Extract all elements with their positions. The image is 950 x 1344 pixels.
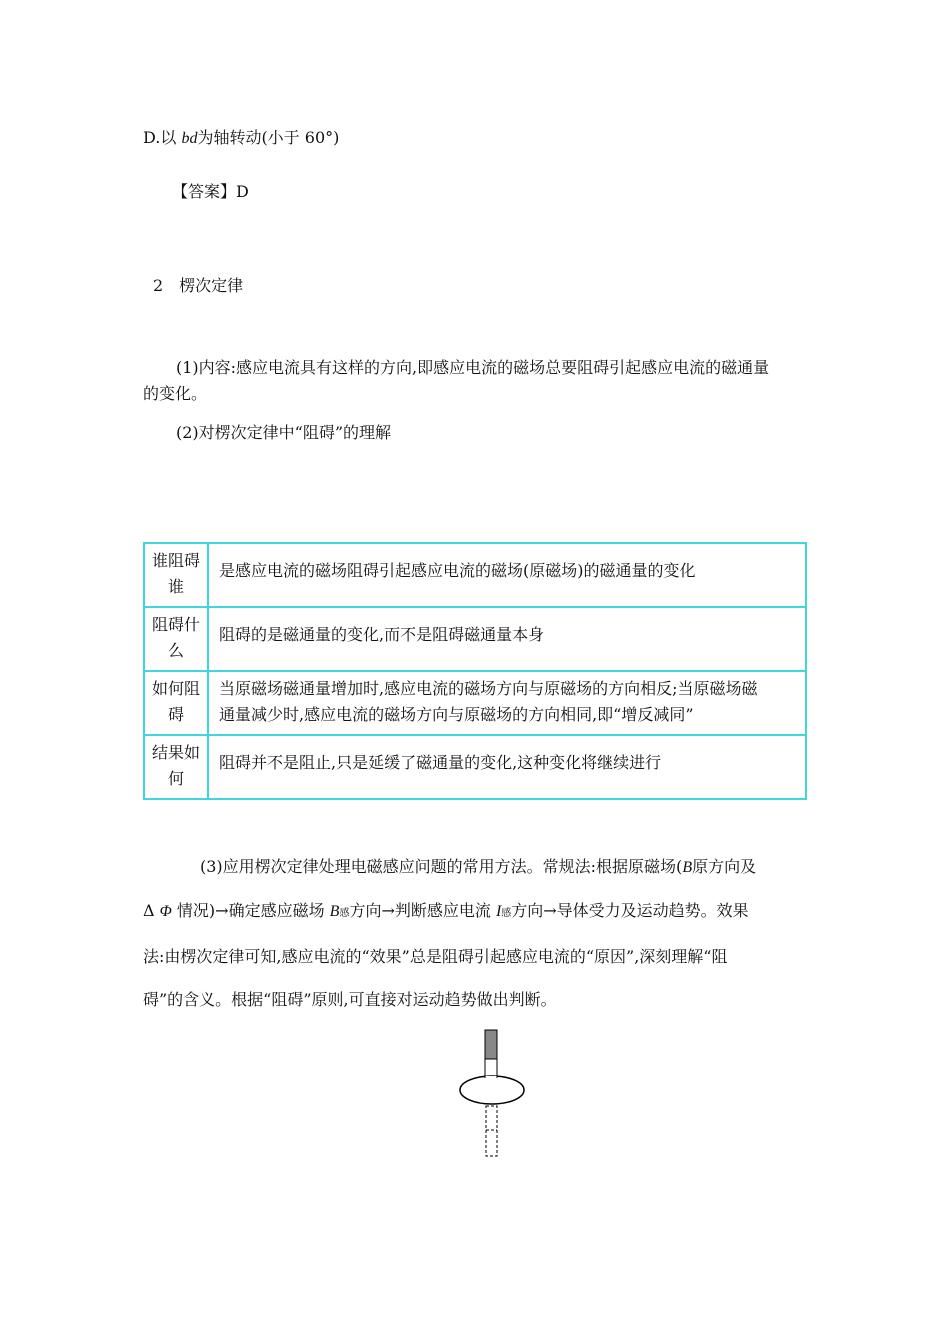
table-key-cell: 如何阻 碍 — [144, 671, 208, 735]
magnet-ring-figure — [450, 1026, 540, 1161]
item3-paragraph: (3)应用楞次定律处理电磁感应问题的常用方法。常规法:根据原磁场(B原方向及 Δ Φ 情况)→确定感应磁场 B感方向→判断感应电流 I感方向→导体受力及运动趋势。效果 法:由楞次定律可知,感应电流的“效果”总是阻碍引起感应电流的“原因”,深刻理解“阻 碍”的含义。根据“阻碍”原则,可直接对运动趋势做出判断。 — [143, 857, 757, 1009]
magnet-dashed-position — [486, 1106, 497, 1156]
table-value-cell: 阻碍并不是阻止,只是延缓了磁通量的变化,这种变化将继续进行 — [208, 735, 806, 799]
option-d-prefix: D.以 — [143, 128, 182, 147]
table-key-cell: 谁阻碍 谁 — [144, 543, 208, 607]
item1-line2: 的变化。 — [143, 384, 208, 403]
section-heading: 2 楞次定律 — [153, 276, 244, 295]
option-d-variable: bd — [181, 130, 198, 147]
magnet-n-pole — [485, 1030, 497, 1059]
table-row — [144, 735, 806, 799]
magnet-inside-ring — [485, 1076, 497, 1081]
answer: 【答案】D — [172, 182, 249, 201]
option-d-suffix: 为轴转动(小于 60°) — [197, 128, 340, 147]
hindrance-table — [143, 542, 807, 800]
table-value-cell: 阻碍的是磁通量的变化,而不是阻碍磁通量本身 — [208, 607, 806, 671]
item2: (2)对楞次定律中“阻碍”的理解 — [176, 423, 392, 442]
table-value-cell: 当原磁场磁通量增加时,感应电流的磁场方向与原磁场的方向相反;当原磁场磁 通量减少时,感应电流的磁场方向与原磁场的方向相同,即“增反减同” — [208, 671, 806, 735]
table-key-cell: 结果如 何 — [144, 735, 208, 799]
table-value-cell: 是感应电流的磁场阻碍引起感应电流的磁场(原磁场)的磁通量的变化 — [208, 543, 806, 607]
item1-line1: (1)内容:感应电流具有这样的方向,即感应电流的磁场总要阻碍引起感应电流的磁通量 — [176, 358, 770, 377]
table-row — [144, 671, 806, 735]
option-d — [143, 126, 339, 151]
table-row — [144, 607, 806, 671]
table-row — [144, 543, 806, 607]
table-key-cell: 阻碍什 么 — [144, 607, 208, 671]
